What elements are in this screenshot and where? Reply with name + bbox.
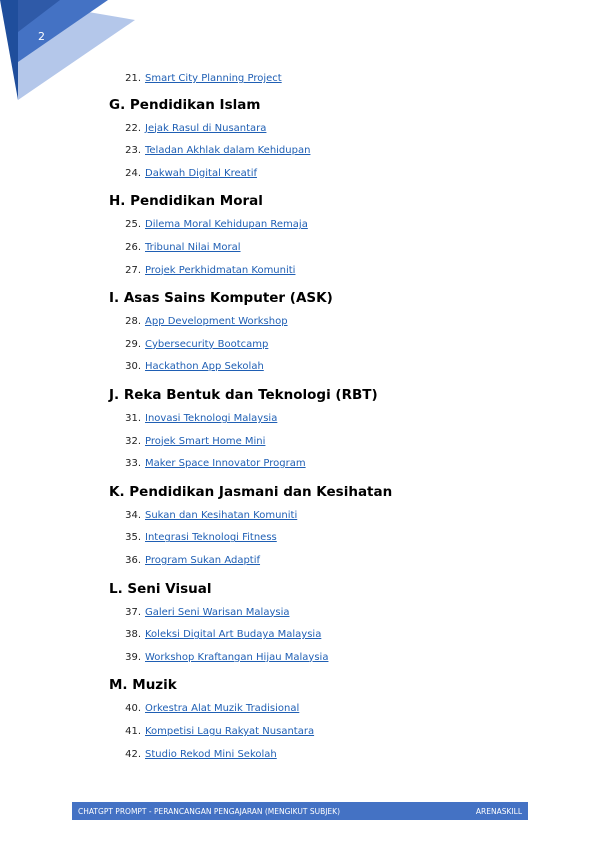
item-number: 39. <box>125 651 141 663</box>
item-link[interactable]: Inovasi Teknologi Malaysia <box>145 413 278 424</box>
list-item <box>0 265 600 279</box>
list-item <box>0 436 600 450</box>
section-heading: K. Pendidikan Jasmani dan Kesihatan <box>109 483 393 500</box>
item-link[interactable]: Orkestra Alat Muzik Tradisional <box>145 703 300 715</box>
item-number: 40. <box>125 703 141 715</box>
section-heading: G. Pendidikan Islam <box>109 96 261 113</box>
item-link[interactable]: Tribunal Nilai Moral <box>145 242 241 253</box>
list-item <box>0 73 600 87</box>
item-number: 31. <box>125 413 141 424</box>
footer-brand: ARENASKILL <box>475 806 522 816</box>
item-link[interactable]: Projek Perkhidmatan Komuniti <box>145 264 296 276</box>
corner-decoration <box>0 0 140 110</box>
item-link[interactable]: Integrasi Teknologi Fitness <box>145 532 277 544</box>
item-number: 38. <box>125 629 141 641</box>
list-item <box>0 607 600 621</box>
item-number: 41. <box>125 726 141 737</box>
item-number: 32. <box>125 435 141 447</box>
item-link[interactable]: Program Sukan Adaptif <box>145 555 261 566</box>
item-number: 23. <box>125 145 141 157</box>
section-heading: I. Asas Sains Komputer (ASK) <box>109 290 333 307</box>
list-item <box>0 413 600 427</box>
list-item <box>0 242 600 256</box>
list-item <box>0 145 600 159</box>
item-link[interactable]: Dilema Moral Kehidupan Remaja <box>145 219 308 231</box>
item-number: 42. <box>125 748 141 760</box>
item-link[interactable]: Dakwah Digital Kreatif <box>145 167 258 179</box>
item-number: 28. <box>125 316 141 328</box>
list-item <box>0 361 600 375</box>
item-link[interactable]: Koleksi Digital Art Budaya Malaysia <box>145 629 322 641</box>
list-item <box>0 316 600 330</box>
item-number: 29. <box>125 338 141 350</box>
page-number: 2 <box>38 30 45 43</box>
section-heading: J. Reka Bentuk dan Teknologi (RBT) <box>109 387 378 403</box>
section-heading: H. Pendidikan Moral <box>109 193 263 210</box>
item-link[interactable]: Hackathon App Sekolah <box>145 361 264 373</box>
item-link[interactable]: Smart City Planning Project <box>145 73 282 84</box>
item-link[interactable]: Projek Smart Home Mini <box>145 435 266 447</box>
item-link[interactable]: Galeri Seni Warisan Malaysia <box>145 606 290 618</box>
item-number: 35. <box>125 532 141 544</box>
list-item <box>0 219 600 233</box>
list-item <box>0 652 600 666</box>
item-number: 22. <box>125 122 141 134</box>
item-link[interactable]: Teladan Akhlak dalam Kehidupan <box>145 145 311 157</box>
list-item <box>0 339 600 353</box>
item-link[interactable]: Jejak Rasul di Nusantara <box>145 122 267 134</box>
item-number: 25. <box>125 219 141 231</box>
list-item <box>0 749 600 763</box>
list-item <box>0 458 600 472</box>
item-number: 27. <box>125 264 141 276</box>
item-link[interactable]: App Development Workshop <box>145 316 288 328</box>
list-item <box>0 123 600 137</box>
list-item <box>0 555 600 569</box>
item-number: 30. <box>125 361 141 373</box>
item-number: 36. <box>125 555 141 566</box>
footer-title: CHATGPT PROMPT - PERANCANGAN PENGAJARAN (MENGIKUT SUBJEK) <box>78 806 341 816</box>
section-heading: M. Muzik <box>109 677 177 694</box>
item-link[interactable]: Cybersecurity Bootcamp <box>145 338 269 350</box>
item-number: 37. <box>125 606 141 618</box>
list-item <box>0 726 600 740</box>
list-item <box>0 703 600 717</box>
item-link[interactable]: Kompetisi Lagu Rakyat Nusantara <box>145 726 315 737</box>
item-number: 21. <box>125 73 141 84</box>
list-item <box>0 168 600 182</box>
item-number: 24. <box>125 167 141 179</box>
item-number: 33. <box>125 458 141 470</box>
item-link[interactable]: Sukan dan Kesihatan Komuniti <box>145 509 298 521</box>
item-link[interactable]: Maker Space Innovator Program <box>145 458 306 470</box>
item-link[interactable]: Studio Rekod Mini Sekolah <box>145 748 277 760</box>
page-footer <box>72 802 528 820</box>
list-item <box>0 510 600 524</box>
list-item <box>0 629 600 643</box>
section-heading: L. Seni Visual <box>109 580 212 597</box>
list-item <box>0 532 600 546</box>
item-link[interactable]: Workshop Kraftangan Hijau Malaysia <box>145 651 329 663</box>
item-number: 34. <box>125 509 141 521</box>
item-number: 26. <box>125 242 141 253</box>
